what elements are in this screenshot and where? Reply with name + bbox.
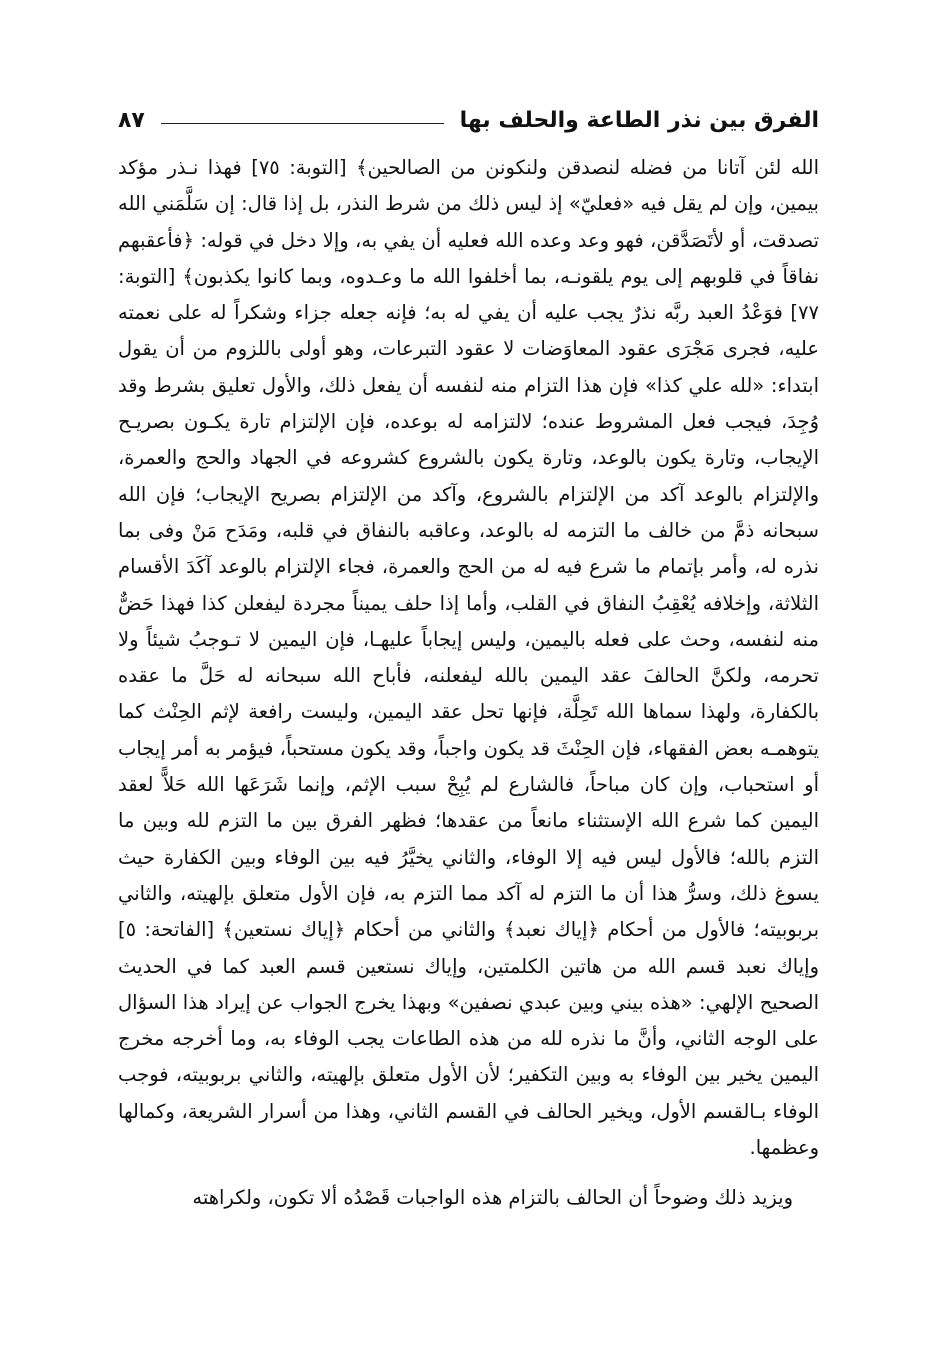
paragraph: الله لئن آتانا من فضله لنصدقن ولنكونن من الصالحين﴾ [التوبة: ٧٥] فهذا نـذر مؤكد بيمين، وإن لم يقل فيه «فعليّ» إذ ليس ذلك من شرط النذر، بل إذا قال: إن سَلَّمَني الله تصدقت، أو لأتَصَدَّقن، فهو وعد وعده الله فعليه أن يفي به، وإلا دخل في قوله: ﴿فأعقبهم نفاقاً في قلوبهم إلى يوم يلقونـه، بما أخلفوا الله ما وعـدوه، وبما كانوا يكذبون﴾ [التوبة: ٧٧] فوَعْدُ العبد ربَّه نذرٌ يجب عليه أن يفي له به؛ فإنه جعله جزاء وشكراً له على نعمته عليه، فجرى مَجْرَى عقود المعاوَضات لا عقود التبرعات، وهو أولى باللزوم من أن يقول ابتداء: «لله علي كذا» فإن هذا التزام منه لنفسه أن يفعل ذلك، والأول تعليق بشرط وقد وُجِدَ، فيجب فعل المشروط عنده؛ لالتزامه له بوعده، فإن الإلتزام تارة يكـون بصريـح الإيجاب، وتارة يكون بالوعد، وتارة يكون بالشروع كشروعه في الجهاد والحج والعمرة، والإلتزام بالوعد آكد من الإلتزام بالشروع، وآكد من الإلتزام بصريح الإيجاب؛ فإن الله سبحانه ذمَّ من خالف ما التزمه له بالوعد، وعاقبه بالنفاق في قلبه، ومَدَح مَنْ وفى بما نذره له، وأمر بإتمام ما شرع فيه له من الحج والعمرة، فجاء الإلتزام بالوعد آكَدَ الأقسام الثلاثة، وإخلافه يُعْقِبُ النفاق في القلب، وأما إذا حلف يميناً مجردة ليفعلن كذا فهذا حَضٌّ منه لنفسه، وحث على فعله باليمين، وليس إيجاباً عليهـا، فإن اليمين لا تـوجبُ شيئاً ولا تحرمه، ولكنَّ الحالفَ عقد اليمين بالله ليفعلنه، فأباح الله سبحانه له حَلَّ ما عقده بالكفارة، ولهذا سماها الله تَحِلَّة، فإنها تحل عقد اليمين، وليست رافعة لإثم الحِنْث كما يتوهمـه بعض الفقهاء، فإن الحِنْثَ قد يكون واجباً، وقد يكون مستحباً، فيؤمر به أمر إيجاب أو استحباب، وإن كان مباحاً، فالشارع لم يُبِحْ سبب الإثم، وإنما شَرَعَها الله حَلاًّ لعقد اليمين كما شرع الله الإستثناء مانعاً من عقدها؛ فظهر الفرق بين ما التزم لله وبين ما التزم بالله؛ فالأول ليس فيه إلا الوفاء، والثاني يخيَّرُ فيه بين الوفاء وبين الكفارة حيث يسوغ ذلك، وسرُّ هذا أن ما التزم له آكد مما التزم به، فإن الأول متعلق بإلهيته، والثاني بربوبيته؛ فالأول من أحكام ﴿إياك نعبد﴾ والثاني من أحكام ﴿إياك نستعين﴾ [الفاتحة: ٥] وإياك نعبد قسم الله من هاتين الكلمتين، وإياك نستعين قسم العبد كما في الحديث الصحيح الإلهي: «هذه بيني وبين عبدي نصفين» وبهذا يخرج الجواب عن إيراد هذا السؤال على الوجه الثاني، وأنَّ ما نذره لله من هذه الطاعات يجب الوفاء به، وما أخرجه مخرج اليمين يخير بين الوفاء به وبين التكفير؛ لأن الأول متعلق بإلهيته، والثاني بربوبيته، فوجب الوفاء بـالقسم الأول، ويخير الحالف في القسم الثاني، وهذا من أسرار الشريعة، وكمالها وعظمها. bbox=[118, 156, 820, 1160]
header-rule bbox=[161, 123, 444, 124]
running-header bbox=[118, 100, 819, 140]
paragraph: ويزيد ذلك وضوحاً أن الحالف بالتزام هذه الواجبات قَصْدُه ألا تكون، ولكراهته bbox=[192, 1186, 793, 1210]
header-title: الفرق بين نذر الطاعة والحلف بها bbox=[459, 107, 819, 133]
page-number: ٨٧ bbox=[118, 107, 145, 133]
body-text bbox=[118, 150, 819, 1217]
